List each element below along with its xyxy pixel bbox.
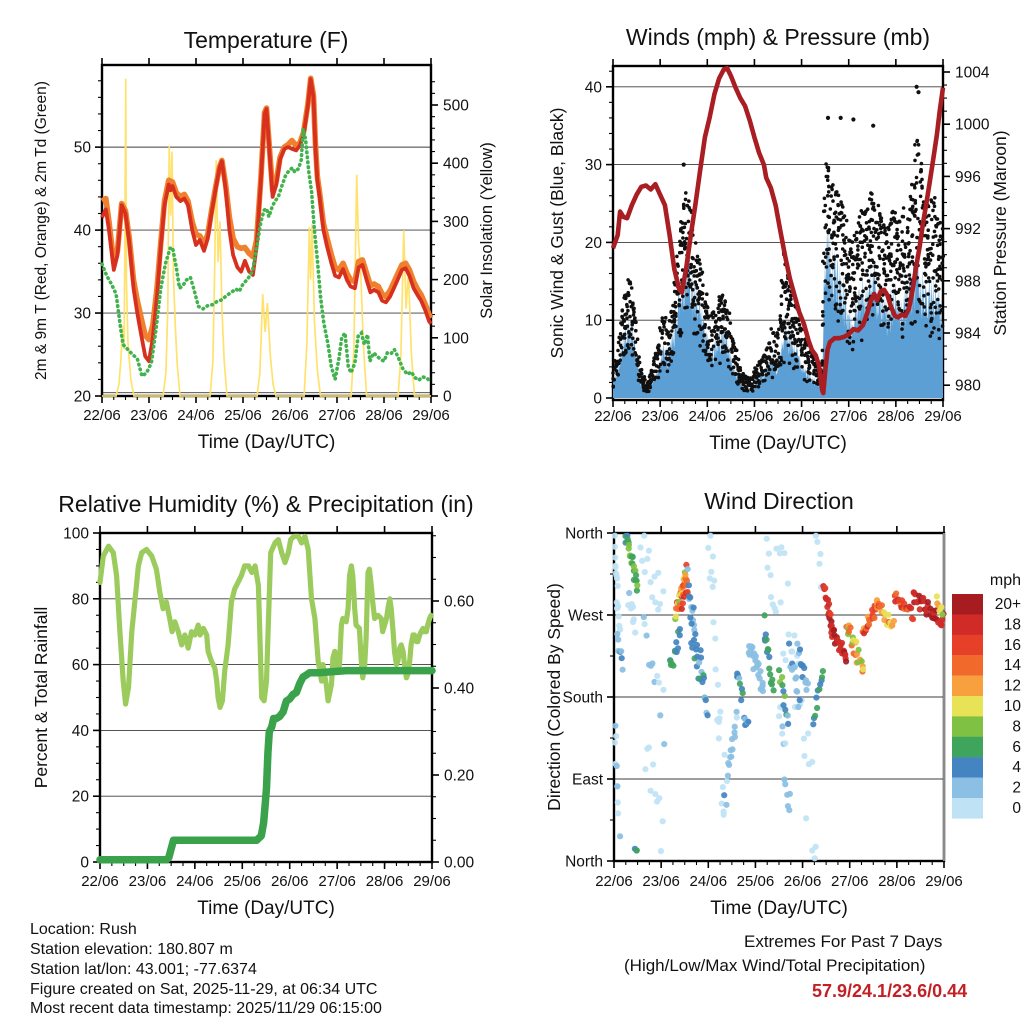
svg-text:24/06: 24/06 — [176, 873, 214, 890]
svg-text:Time (Day/UTC): Time (Day/UTC) — [710, 898, 848, 919]
svg-text:500: 500 — [443, 97, 469, 115]
svg-text:26/06: 26/06 — [783, 873, 822, 890]
svg-text:28/06: 28/06 — [365, 407, 403, 424]
svg-text:26/06: 26/06 — [271, 407, 309, 424]
svg-text:60: 60 — [71, 657, 89, 675]
svg-text:22/06: 22/06 — [81, 873, 119, 890]
svg-text:300: 300 — [443, 213, 469, 231]
svg-text:22/06: 22/06 — [594, 408, 632, 425]
svg-text:0: 0 — [80, 854, 89, 872]
svg-text:12: 12 — [1003, 677, 1021, 695]
svg-text:27/06: 27/06 — [829, 408, 868, 425]
svg-text:Time (Day/UTC): Time (Day/UTC) — [197, 432, 336, 453]
svg-text:14: 14 — [1003, 657, 1021, 675]
svg-text:East: East — [571, 771, 603, 789]
svg-text:0.60: 0.60 — [444, 593, 475, 611]
svg-text:22/06: 22/06 — [83, 407, 121, 424]
svg-text:30: 30 — [73, 305, 91, 323]
svg-text:10: 10 — [1003, 698, 1021, 715]
svg-text:100: 100 — [63, 525, 89, 543]
svg-text:0.40: 0.40 — [444, 680, 475, 698]
svg-text:40: 40 — [584, 79, 602, 97]
svg-text:Station Pressure (Maroon): Station Pressure (Maroon) — [990, 130, 1010, 336]
svg-text:Percent & Total Rainfall: Percent & Total Rainfall — [31, 606, 51, 789]
extremes-title: Extremes For Past 7 Days — [744, 932, 943, 951]
svg-text:North: North — [565, 853, 603, 871]
svg-text:27/06: 27/06 — [318, 873, 356, 890]
svg-text:992: 992 — [955, 221, 981, 239]
svg-text:23/06: 23/06 — [641, 408, 679, 425]
svg-text:16: 16 — [1003, 636, 1021, 654]
svg-text:2m & 9m T (Red, Orange) & 2m T: 2m & 9m T (Red, Orange) & 2m Td (Green) — [33, 81, 50, 380]
svg-text:0: 0 — [1012, 800, 1021, 817]
winds-pressure-chart-title: Winds (mph) & Pressure (mb) — [625, 24, 931, 50]
svg-text:25/06: 25/06 — [735, 408, 774, 425]
svg-text:6: 6 — [1012, 738, 1021, 756]
footer-latlon: Station lat/lon: 43.001; -77.6374 — [30, 961, 257, 978]
svg-text:West: West — [567, 607, 603, 625]
svg-text:29/06: 29/06 — [925, 873, 963, 890]
svg-text:24/06: 24/06 — [177, 407, 215, 424]
svg-text:29/06: 29/06 — [412, 407, 450, 424]
footer-location: Location: Rush — [30, 921, 137, 938]
svg-text:Time (Day/UTC): Time (Day/UTC) — [197, 898, 335, 919]
rh-series — [100, 536, 431, 707]
svg-text:29/06: 29/06 — [924, 408, 962, 425]
svg-text:20: 20 — [584, 234, 602, 252]
svg-text:996: 996 — [955, 168, 981, 186]
svg-text:100: 100 — [443, 330, 469, 348]
svg-text:50: 50 — [73, 139, 91, 157]
svg-text:25/06: 25/06 — [223, 873, 262, 890]
svg-text:28/06: 28/06 — [877, 408, 915, 425]
temperature-chart-title: Temperature (F) — [183, 27, 349, 53]
svg-text:28/06: 28/06 — [878, 873, 916, 890]
svg-text:23/06: 23/06 — [642, 873, 680, 890]
svg-text:23/06: 23/06 — [130, 407, 168, 424]
svg-text:28/06: 28/06 — [365, 873, 404, 890]
footer-elevation: Station elevation: 180.807 m — [30, 941, 233, 958]
svg-text:27/06: 27/06 — [830, 873, 869, 890]
svg-text:North: North — [565, 525, 603, 543]
svg-text:27/06: 27/06 — [318, 407, 356, 424]
svg-text:0: 0 — [593, 390, 602, 408]
svg-text:20: 20 — [71, 788, 89, 806]
svg-text:25/06: 25/06 — [224, 407, 262, 424]
svg-text:988: 988 — [955, 273, 981, 291]
extremes-values: 57.9/24.1/23.6/0.44 — [812, 981, 968, 1001]
svg-text:South: South — [562, 689, 603, 707]
svg-text:24/06: 24/06 — [689, 873, 728, 890]
svg-text:0.00: 0.00 — [444, 854, 475, 872]
svg-text:40: 40 — [71, 722, 89, 740]
svg-text:29/06: 29/06 — [413, 873, 451, 890]
svg-text:10: 10 — [584, 312, 602, 330]
footer-created: Figure created on Sat, 2025-11-29, at 06:34 UTC — [30, 981, 378, 998]
svg-text:0: 0 — [443, 388, 452, 406]
svg-text:1004: 1004 — [955, 64, 990, 82]
svg-text:24/06: 24/06 — [688, 408, 727, 425]
svg-text:980: 980 — [955, 377, 981, 395]
speed-legend — [952, 572, 1021, 819]
svg-text:984: 984 — [955, 325, 981, 343]
svg-text:20+: 20+ — [994, 596, 1021, 613]
svg-text:40: 40 — [73, 222, 91, 240]
svg-text:Solar Insolation (Yellow): Solar Insolation (Yellow) — [478, 142, 496, 319]
svg-text:26/06: 26/06 — [270, 873, 309, 890]
humidity-precip-chart-title: Relative Humidity (%) & Precipitation (in) — [58, 491, 474, 517]
temperature-series — [102, 78, 431, 396]
svg-text:0.20: 0.20 — [444, 767, 475, 785]
extremes-subtitle: (High/Low/Max Wind/Total Precipitation) — [624, 956, 926, 975]
svg-text:23/06: 23/06 — [128, 873, 167, 890]
svg-text:80: 80 — [71, 591, 89, 609]
svg-text:1000: 1000 — [955, 116, 990, 134]
svg-text:Time (Day/UTC): Time (Day/UTC) — [709, 433, 847, 454]
svg-text:30: 30 — [584, 157, 602, 175]
svg-text:25/06: 25/06 — [736, 873, 775, 890]
svg-text:Direction (Colored By Speed): Direction (Colored By Speed) — [544, 583, 564, 811]
svg-text:20: 20 — [73, 388, 91, 406]
wind-series — [611, 68, 945, 398]
wind-direction-chart-title: Wind Direction — [704, 488, 854, 514]
svg-text:2: 2 — [1012, 779, 1021, 797]
humidity-series — [100, 536, 432, 860]
svg-text:4: 4 — [1012, 759, 1021, 777]
svg-text:22/06: 22/06 — [595, 873, 633, 890]
svg-text:Sonic Wind & Gust (Blue, Black: Sonic Wind & Gust (Blue, Black) — [547, 107, 567, 359]
svg-text:26/06: 26/06 — [782, 408, 821, 425]
svg-text:18: 18 — [1003, 616, 1021, 634]
footer-timestamp: Most recent data timestamp: 2025/11/29 06:15:00 — [30, 1000, 382, 1017]
svg-text:200: 200 — [443, 272, 469, 290]
svg-text:400: 400 — [443, 155, 469, 173]
svg-text:8: 8 — [1012, 718, 1021, 736]
svg-text:mph: mph — [989, 572, 1021, 589]
